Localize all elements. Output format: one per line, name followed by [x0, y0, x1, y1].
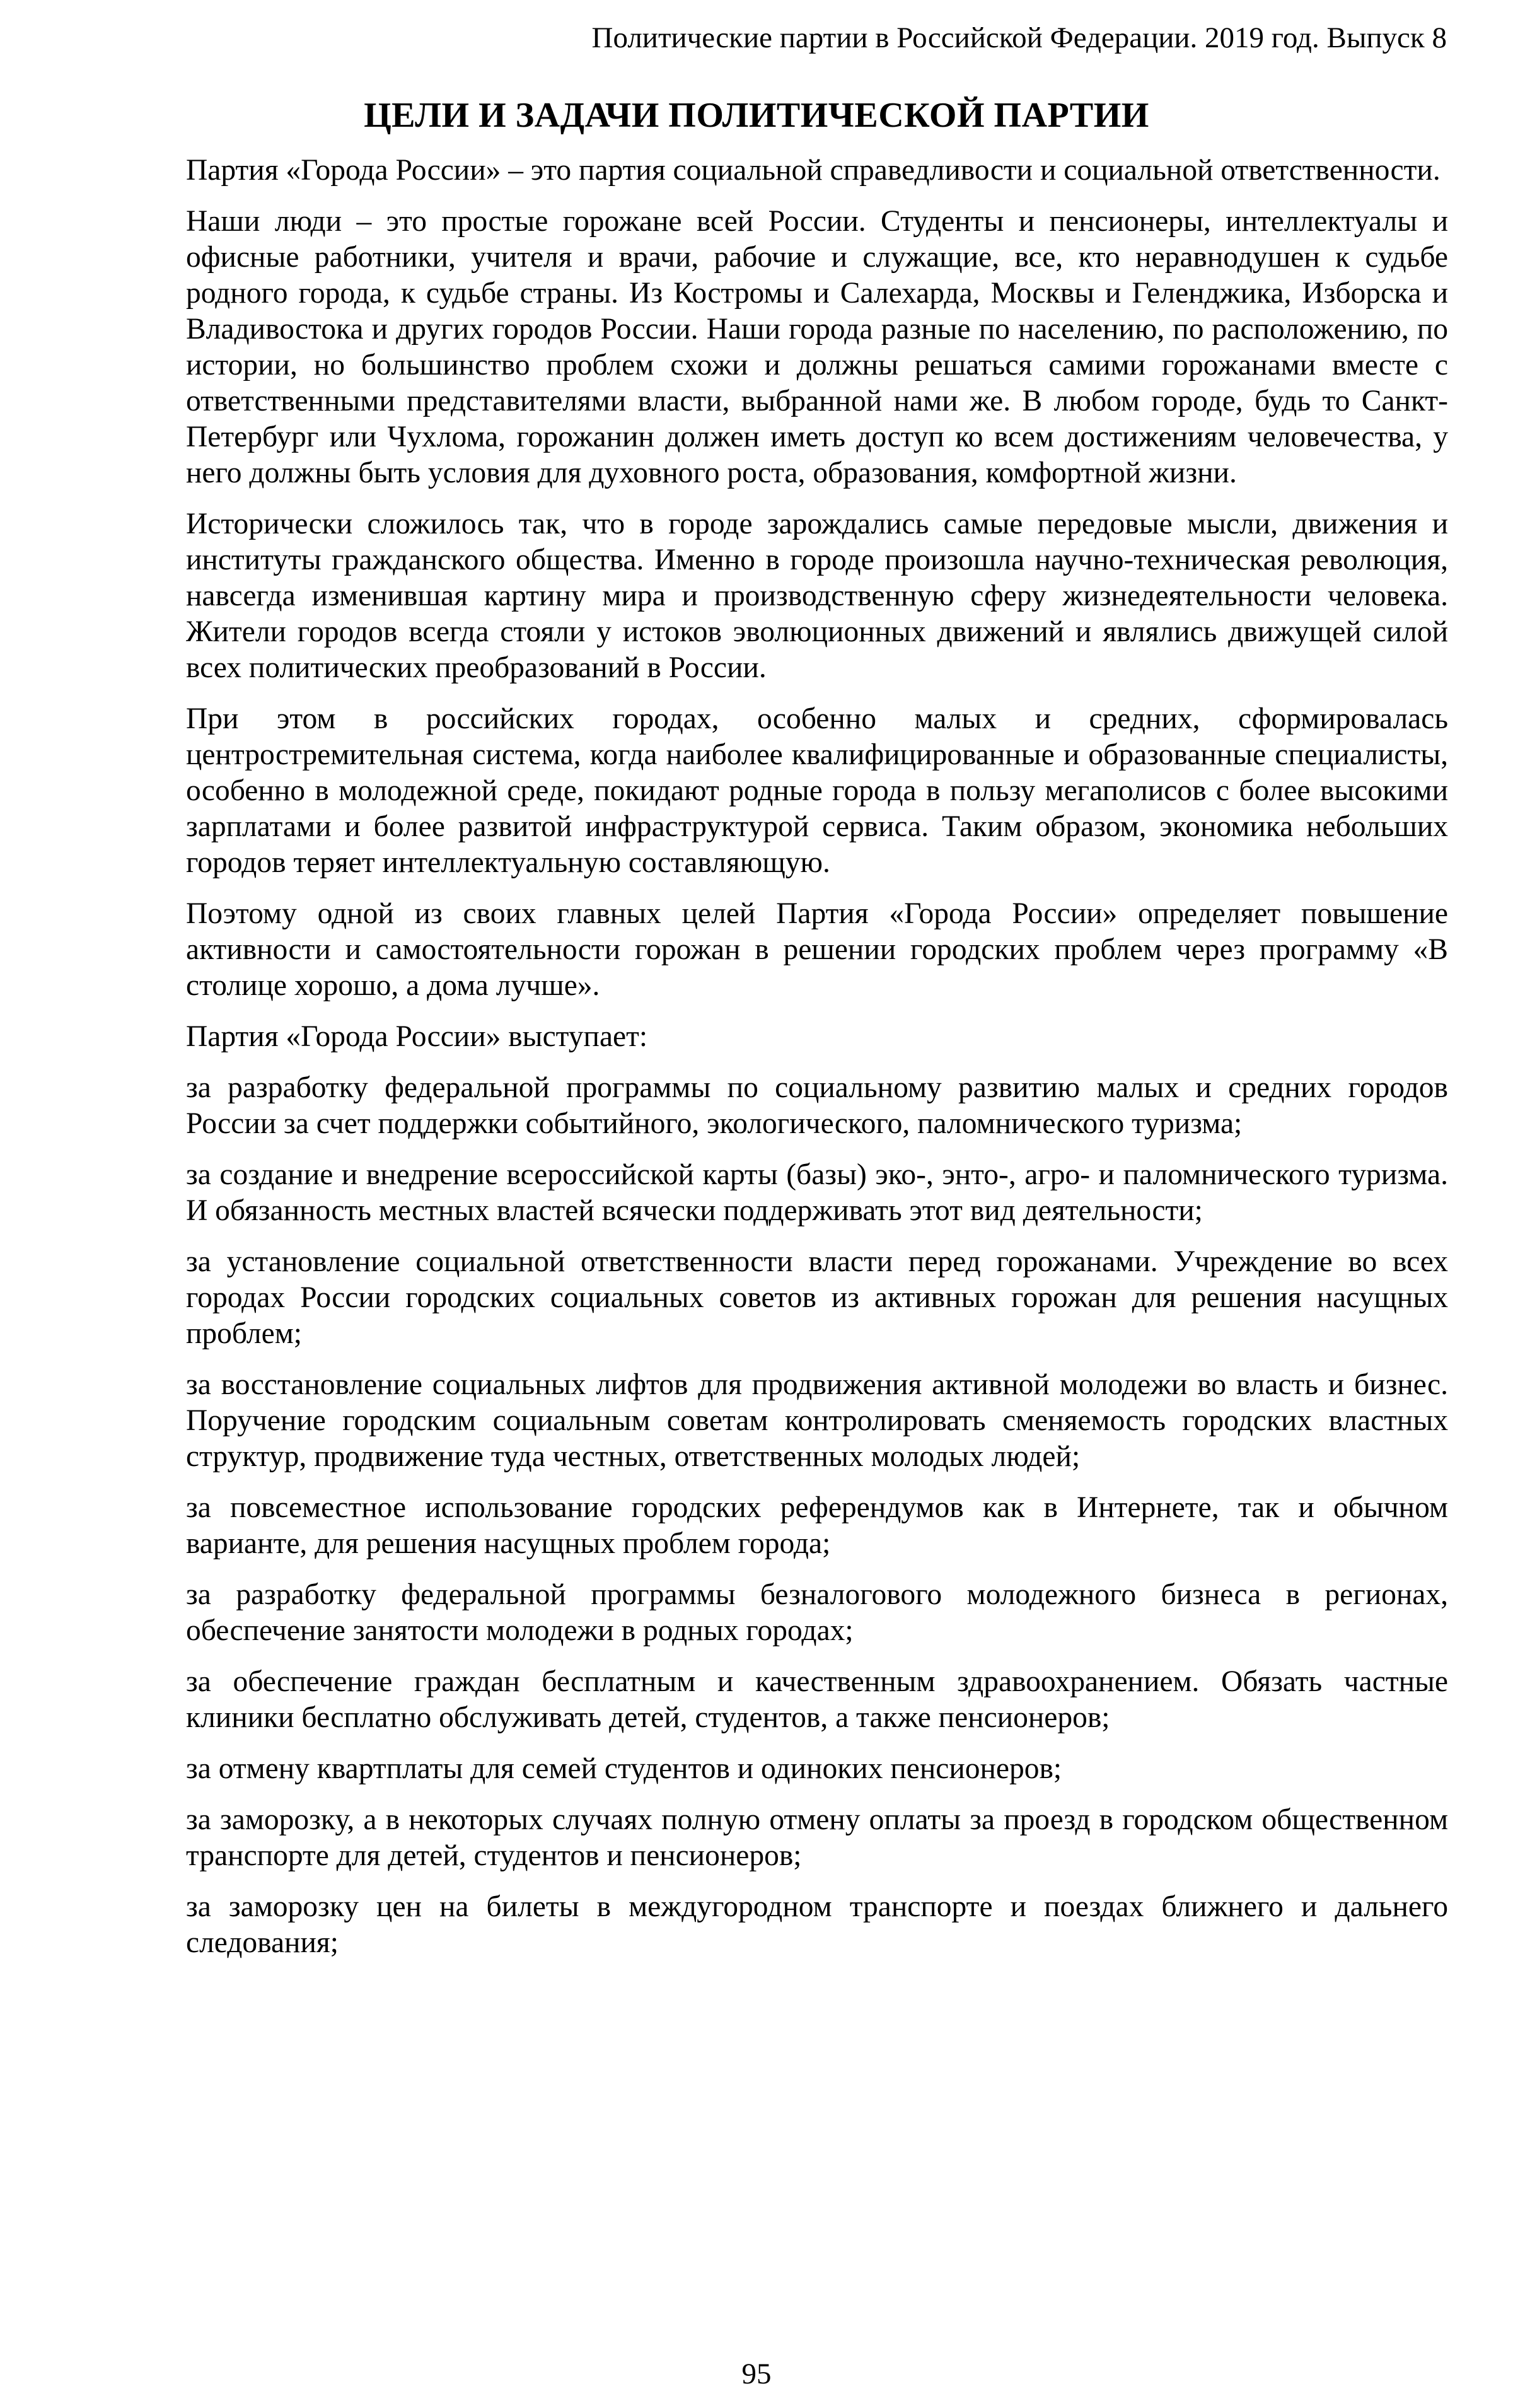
- list-item: за создание и внедрение всероссийской карты (базы) эко-, энто-, агро- и паломнического туризма. И обязанность местных властей всячески поддерживать этот вид деятельности;: [186, 1158, 1448, 1227]
- paragraph-intro: Партия «Города России» – это партия социальной справедливости и социальной ответственности.: [186, 154, 1441, 187]
- paragraph-positions-lead: Партия «Города России» выступает:: [186, 1020, 648, 1053]
- list-item: за отмену квартплаты для семей студентов и одиноких пенсионеров;: [186, 1752, 1062, 1785]
- list-item: за разработку федеральной программы по социальному развитию малых и средних городов России за счет поддержки событийного, экологического, паломнического туризма;: [186, 1071, 1448, 1140]
- paragraph-centripetal-system: При этом в российских городах, особенно малых и средних, сформировалась центростремительная система, когда наиболее квалифицированные и образованные специалисты, особенно в молодежной среде, покидают родные города в пользу мегаполисов с более высокими зарплатами и более развитой инфраструктурой сервиса. Таким образом, экономика небольших городов теряет интеллектуальную составляющую.: [186, 702, 1448, 879]
- page-body: [186, 153, 1448, 1976]
- list-item: за заморозку, а в некоторых случаях полную отмену оплаты за проезд в городском общественном транспорте для детей, студентов и пенсионеров;: [186, 1803, 1448, 1872]
- running-header: Политические партии в Российской Федерации. 2019 год. Выпуск 8: [591, 21, 1447, 54]
- paragraph-main-goal: Поэтому одной из своих главных целей Партия «Города России» определяет повышение активности и самостоятельности горожан в решении городских проблем через программу «В столице хорошо, а дома лучше».: [186, 897, 1448, 1002]
- positions-list: [186, 1070, 1448, 1961]
- page-title: ЦЕЛИ И ЗАДАЧИ ПОЛИТИЧЕСКОЙ ПАРТИИ: [364, 96, 1149, 135]
- list-item: за заморозку цен на билеты в междугородном транспорте и поездах ближнего и дальнего следования;: [186, 1890, 1448, 1959]
- list-item: за установление социальной ответственности власти перед горожанами. Учреждение во всех городах России городских социальных советов из активных горожан для решения насущных проблем;: [186, 1245, 1448, 1350]
- list-item: за обеспечение граждан бесплатным и качественным здравоохранением. Обязать частные клиники бесплатно обслуживать детей, студентов, а также пенсионеров;: [186, 1665, 1448, 1734]
- list-item: за повсеместное использование городских референдумов как в Интернете, так и обычном варианте, для решения насущных проблем города;: [186, 1491, 1448, 1560]
- list-item: за восстановление социальных лифтов для продвижения активной молодежи во власть и бизнес. Поручение городским социальным советам контролировать сменяемость городских властных структур, продвижение туда честных, ответственных молодых людей;: [186, 1368, 1448, 1473]
- list-item: за разработку федеральной программы безналогового молодежного бизнеса в регионах, обеспечение занятости молодежи в родных городах;: [186, 1578, 1448, 1647]
- paragraph-our-people: Наши люди – это простые горожане всей России. Студенты и пенсионеры, интеллектуалы и офисные работники, учителя и врачи, рабочие и служащие, все, кто неравнодушен к судьбе родного города, к судьбе страны. Из Костромы и Салехарда, Москвы и Геленджика, Изборска и Владивостока и других городов России. Наши города разные по населению, по расположению, по истории, но большинство проблем схожи и должны решаться самими горожанами вместе с ответственными представителями власти, выбранной нами же. В любом городе, будь то Санкт-Петербург или Чухлома, горожанин должен иметь доступ ко всем достижениям человечества, у него должны быть условия для духовного роста, образования, комфортной жизни.: [186, 205, 1448, 489]
- page-number: 95: [741, 2358, 772, 2390]
- paragraph-history: Исторически сложилось так, что в городе зарождались самые передовые мысли, движения и институты гражданского общества. Именно в городе произошла научно-техническая революция, навсегда изменившая картину мира и производственную сферу жизнедеятельности человека. Жители городов всегда стояли у истоков эволюционных движений и являлись движущей силой всех политических преобразований в России.: [186, 508, 1448, 684]
